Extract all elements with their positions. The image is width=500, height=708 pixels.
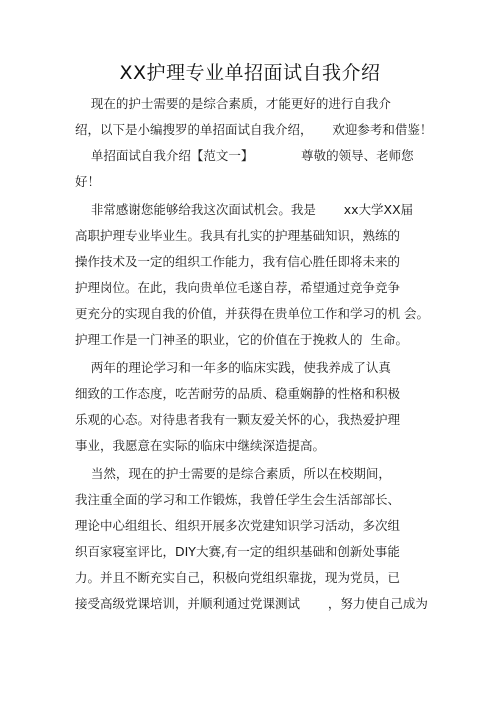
body-line: 操作技术及一定的组织工作能力，我有信心胜任即将未来的 bbox=[75, 254, 401, 269]
body-line: 理论中心组组长、组织开展多次党建知识学习活动，多次组 bbox=[75, 518, 401, 533]
body-line: 绍，以下是小编搜罗的单招面试自我介绍， 欢迎参考和借鉴！ bbox=[75, 122, 433, 137]
document-title: XX护理专业单招面试自我介绍 bbox=[119, 62, 381, 84]
body-line: 护理工作是一门神圣的职业，它的价值在于挽救人的 生命。 bbox=[75, 332, 408, 347]
body-line: 当然，现在的护士需要的是综合素质，所以在校期间， bbox=[75, 466, 391, 481]
body-line: 事业，我愿意在实际的临床中继续深造提高。 bbox=[75, 438, 326, 453]
body-line: 单招面试自我介绍【范文一】 尊敬的领导、老师您 bbox=[75, 148, 414, 163]
body-line: 非常感谢您能够给我这次面试机会。我是 xx大学XX届 bbox=[75, 202, 414, 217]
body-line: 现在的护士需要的是综合素质，才能更好的进行自我介 bbox=[75, 96, 391, 111]
body-line: 好！ bbox=[75, 174, 101, 189]
body-line: 接受高级党课培训，并顺利通过党课测试 ，努力使自己成为 bbox=[75, 596, 428, 611]
body-line: 两年的理论学习和一年多的临床实践，使我养成了认真 bbox=[75, 360, 391, 375]
body-line: 我注重全面的学习和工作锻炼，我曾任学生会生活部部长、 bbox=[75, 492, 401, 507]
body-line: 力。并且不断充实自己，积极向党组织靠拢，现为党员，已 bbox=[75, 570, 401, 585]
body-line: 细致的工作态度，吃苦耐劳的品质、稳重娴静的性格和积极 bbox=[75, 386, 401, 401]
body-line: 乐观的心态。对待患者我有一颗友爱关怀的心，我热爱护理 bbox=[75, 412, 401, 427]
body-line: 织百家寝室评比，DIY大赛,有一定的组织基础和创新处事能 bbox=[75, 544, 400, 559]
body-line: 高职护理专业毕业生。我具有扎实的护理基础知识，熟练的 bbox=[75, 228, 401, 243]
body-line: 护理岗位。在此，我向贵单位毛遂自荐，希望通过竞争竞争 bbox=[75, 280, 401, 295]
body-line: 更充分的实现自我的价值，并获得在贵单位工作和学习的机 会。 bbox=[75, 306, 429, 321]
